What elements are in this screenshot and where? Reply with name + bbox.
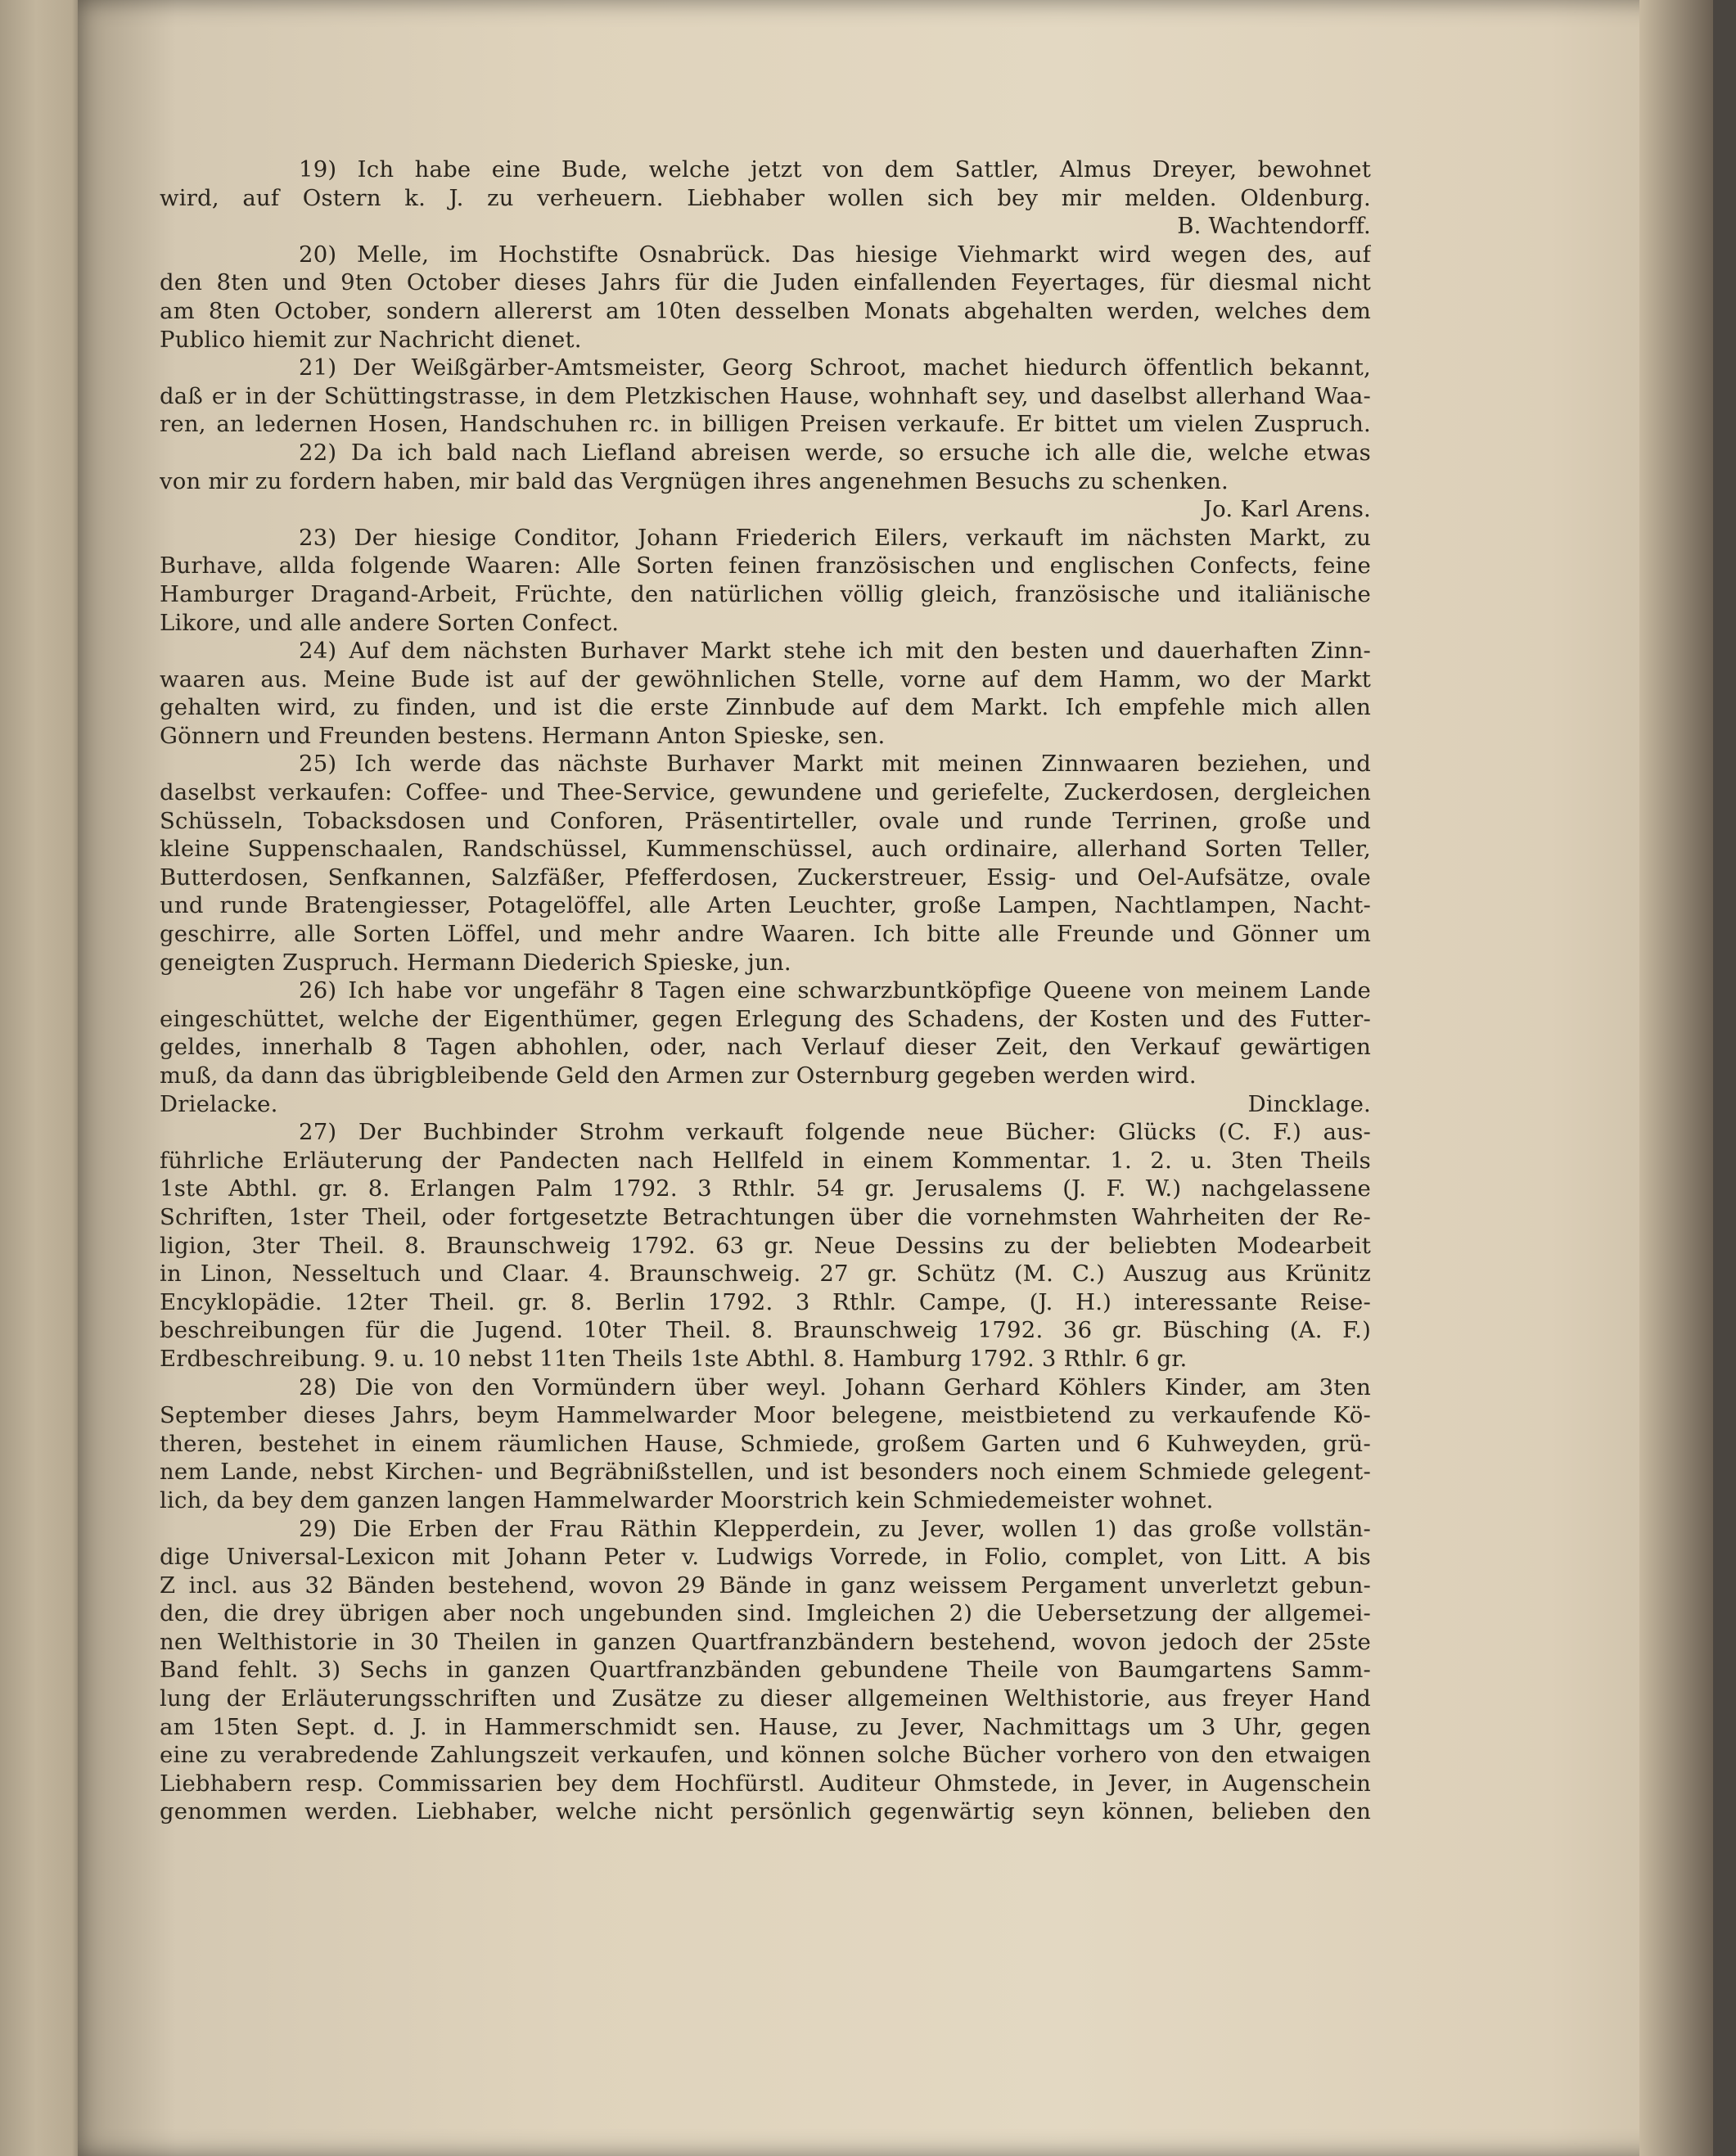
text-line: Encyklopädie. 12ter Theil. gr. 8. Berlin 1792. 3 Rthlr. Campe, (J. H.) interessante Reise-: [160, 1288, 1371, 1315]
text-line: Gönnern und Freunden bestens. Hermann Anton Spieske, sen.: [160, 722, 886, 749]
text-line: waaren aus. Meine Bude ist auf der gewöhnlichen Stelle, vorne auf dem Hamm, wo der Markt: [160, 665, 1371, 692]
text-line: dige Universal-Lexicon mit Johann Peter v. Ludwigs Vorrede, in Folio, complet, von Litt. A bis: [160, 1544, 1371, 1571]
text-line: am 15ten Sept. d. J. in Hammerschmidt sen. Hause, zu Jever, Nachmittags um 3 Uhr, gegen: [160, 1713, 1371, 1740]
text-line: in Linon, Nesseltuch und Claar. 4. Braunschweig. 27 gr. Schütz (M. C.) Auszug aus Krünitz: [160, 1261, 1371, 1288]
text-line: 20) Melle, im Hochstifte Osnabrück. Das hiesige Viehmarkt wird wegen des, auf: [299, 241, 1371, 268]
signature-left: Drielacke.: [160, 1090, 278, 1117]
text-line: geldes, innerhalb 8 Tagen abhohlen, oder, nach Verlauf dieser Zeit, den Verkauf gewärtigen: [160, 1034, 1371, 1061]
text-line: 27) Der Buchbinder Strohm verkauft folgende neue Bücher: Glücks (C. F.) aus-: [299, 1119, 1371, 1146]
text-line: muß, da dann das übrigbleibende Geld den Armen zur Osternburg gegeben werden wird.: [160, 1062, 1197, 1089]
text-line: Butterdosen, Senfkannen, Salzfäßer, Pfefferdosen, Zuckerstreuer, Essig- und Oel-Aufsätze, ovale: [160, 864, 1371, 891]
previous-page-edge: [0, 0, 90, 2156]
text-line: von mir zu fordern haben, mir bald das Vergnügen ihres angenehmen Besuchs zu schenken.: [160, 467, 1229, 494]
text-line: 19) Ich habe eine Bude, welche jetzt von dem Sattler, Almus Dreyer, bewohnet: [299, 156, 1371, 183]
text-line: nen Welthistorie in 30 Theilen in ganzen Quartfranzbändern bestehend, wovon jedoch der 25ste: [160, 1628, 1371, 1655]
text-line: lich, da bey dem ganzen langen Hammelwarder Moorstrich kein Schmiedemeister wohnet.: [160, 1486, 1214, 1513]
text-line: beschreibungen für die Jugend. 10ter Theil. 8. Braunschweig 1792. 36 gr. Büsching (A. F.): [160, 1317, 1371, 1344]
text-line: Band fehlt. 3) Sechs in ganzen Quartfranzbänden gebundene Theile von Baumgartens Samm-: [160, 1657, 1371, 1684]
text-line: den, die drey übrigen aber noch ungebunden sind. Imgleichen 2) die Uebersetzung der allgemei-: [160, 1600, 1371, 1627]
text-line: 25) Ich werde das nächste Burhaver Markt mit meinen Zinnwaaren beziehen, und: [299, 751, 1371, 778]
text-line: theren, bestehet in einem räumlichen Hause, Schmiede, großem Garten und 6 Kuhweyden, grü-: [160, 1430, 1371, 1457]
text-line: ren, an ledernen Hosen, Handschuhen rc. in billigen Preisen verkaufe. Er bittet um vielen Zuspruch.: [160, 411, 1371, 438]
text-line: den 8ten und 9ten October dieses Jahrs für die Juden einfallenden Feyertages, für diesmal nicht: [160, 269, 1371, 296]
text-line: Erdbeschreibung. 9. u. 10 nebst 11ten Theils 1ste Abthl. 8. Hamburg 1792. 3 Rthlr. 6 gr.: [160, 1345, 1188, 1372]
text-line: und runde Bratengiesser, Potagelöffel, alle Arten Leuchter, große Lampen, Nachtlampen, Nacht-: [160, 892, 1371, 919]
text-line: eine zu verabredende Zahlungszeit verkaufen, und können solche Bücher vorhero von den etwaigen: [160, 1742, 1371, 1769]
text-line: daselbst verkaufen: Coffee- und Thee-Service, gewundene und geriefelte, Zuckerdosen, dergleichen: [160, 779, 1371, 806]
text-line: kleine Suppenschaalen, Randschüssel, Kummenschüssel, auch ordinaire, allerhand Sorten Teller,: [160, 836, 1371, 863]
text-line: lung der Erläuterungsschriften und Zusätze zu dieser allgemeinen Welthistorie, aus freyer Hand: [160, 1685, 1371, 1712]
text-line: Liebhabern resp. Commissarien bey dem Hochfürstl. Auditeur Ohmstede, in Jever, in Augenschein: [160, 1770, 1371, 1797]
text-line: geschirre, alle Sorten Löffel, und mehr andre Waaren. Ich bitte alle Freunde und Gönner um: [160, 921, 1371, 948]
text-line: genommen werden. Liebhaber, welche nicht persönlich gegenwärtig seyn können, belieben den: [160, 1798, 1371, 1825]
text-line: Burhave, allda folgende Waaren: Alle Sorten feinen französischen und englischen Confects, feine: [160, 553, 1371, 580]
text-line: [160, 1090, 1371, 1119]
page-edge-shadow: [1639, 0, 1713, 2156]
text-line: 23) Der hiesige Conditor, Johann Friederich Eilers, verkauft im nächsten Markt, zu: [299, 524, 1371, 551]
text-line: 1ste Abthl. gr. 8. Erlangen Palm 1792. 3 Rthlr. 54 gr. Jerusalems (J. F. W.) nachgelassene: [160, 1175, 1371, 1202]
text-line: Schüsseln, Tobacksdosen und Conforen, Präsentirteller, ovale und runde Terrinen, große und: [160, 807, 1371, 834]
text-line: führliche Erläuterung der Pandecten nach Hellfeld in einem Kommentar. 1. 2. u. 3ten Theils: [160, 1147, 1371, 1174]
text-line: September dieses Jahrs, beym Hammelwarder Moor belegene, meistbietend zu verkaufende Kö-: [160, 1402, 1371, 1429]
text-line: Likore, und alle andere Sorten Confect.: [160, 609, 620, 636]
text-line: 26) Ich habe vor ungefähr 8 Tagen eine schwarzbuntköpfige Queene von meinem Lande: [299, 977, 1371, 1004]
text-line: 28) Die von den Vormündern über weyl. Johann Gerhard Köhlers Kinder, am 3ten: [299, 1373, 1371, 1400]
page-text: [160, 156, 1371, 1826]
text-line: Hamburger Dragand-Arbeit, Früchte, den natürlichen völlig gleich, französische und italiänische: [160, 580, 1371, 607]
text-line: Jo. Karl Arens.: [1202, 496, 1371, 523]
text-line: wird, auf Ostern k. J. zu verheuern. Liebhaber wollen sich bey mir melden. Oldenburg.: [160, 184, 1371, 211]
text-line: 21) Der Weißgärber-Amtsmeister, Georg Schroot, machet hiedurch öffentlich bekannt,: [299, 354, 1371, 381]
text-line: nem Lande, nebst Kirchen- und Begräbnißstellen, und ist besonders noch einem Schmiede gelegent-: [160, 1459, 1371, 1486]
text-line: Publico hiemit zur Nachricht dienet.: [160, 326, 582, 353]
text-line: 22) Da ich bald nach Liefland abreisen werde, so ersuche ich alle die, welche etwas: [299, 439, 1371, 466]
text-line: B. Wachtendorff.: [1177, 213, 1371, 240]
text-line: am 8ten October, sondern allererst am 10ten desselben Monats abgehalten werden, welches dem: [160, 297, 1371, 324]
text-line: Schriften, 1ster Theil, oder fortgesetzte Betrachtungen über die vornehmsten Wahrheiten der Re-: [160, 1203, 1371, 1230]
text-line: Z incl. aus 32 Bänden bestehend, wovon 29 Bände in ganz weissem Pergament unverletzt gebun-: [160, 1572, 1371, 1599]
text-line: daß er in der Schüttingstrasse, in dem Pletzkischen Hause, wohnhaft sey, und daselbst allerhand Waa-: [160, 382, 1371, 409]
text-line: ligion, 3ter Theil. 8. Braunschweig 1792. 63 gr. Neue Dessins zu der beliebten Modearbeit: [160, 1232, 1371, 1259]
text-line: 29) Die Erben der Frau Räthin Klepperdein, zu Jever, wollen 1) das große vollstän-: [299, 1515, 1371, 1542]
text-line: geneigten Zuspruch. Hermann Diederich Spieske, jun.: [160, 949, 791, 976]
text-line: gehalten wird, zu finden, und ist die erste Zinnbude auf dem Markt. Ich empfehle mich allen: [160, 694, 1371, 721]
text-line: 24) Auf dem nächsten Burhaver Markt stehe ich mit den besten und dauerhaften Zinn-: [299, 638, 1371, 665]
signature-right: Dincklage.: [1247, 1090, 1371, 1117]
text-line: eingeschüttet, welche der Eigenthümer, gegen Erlegung des Schadens, der Kosten und des Futter-: [160, 1005, 1371, 1032]
